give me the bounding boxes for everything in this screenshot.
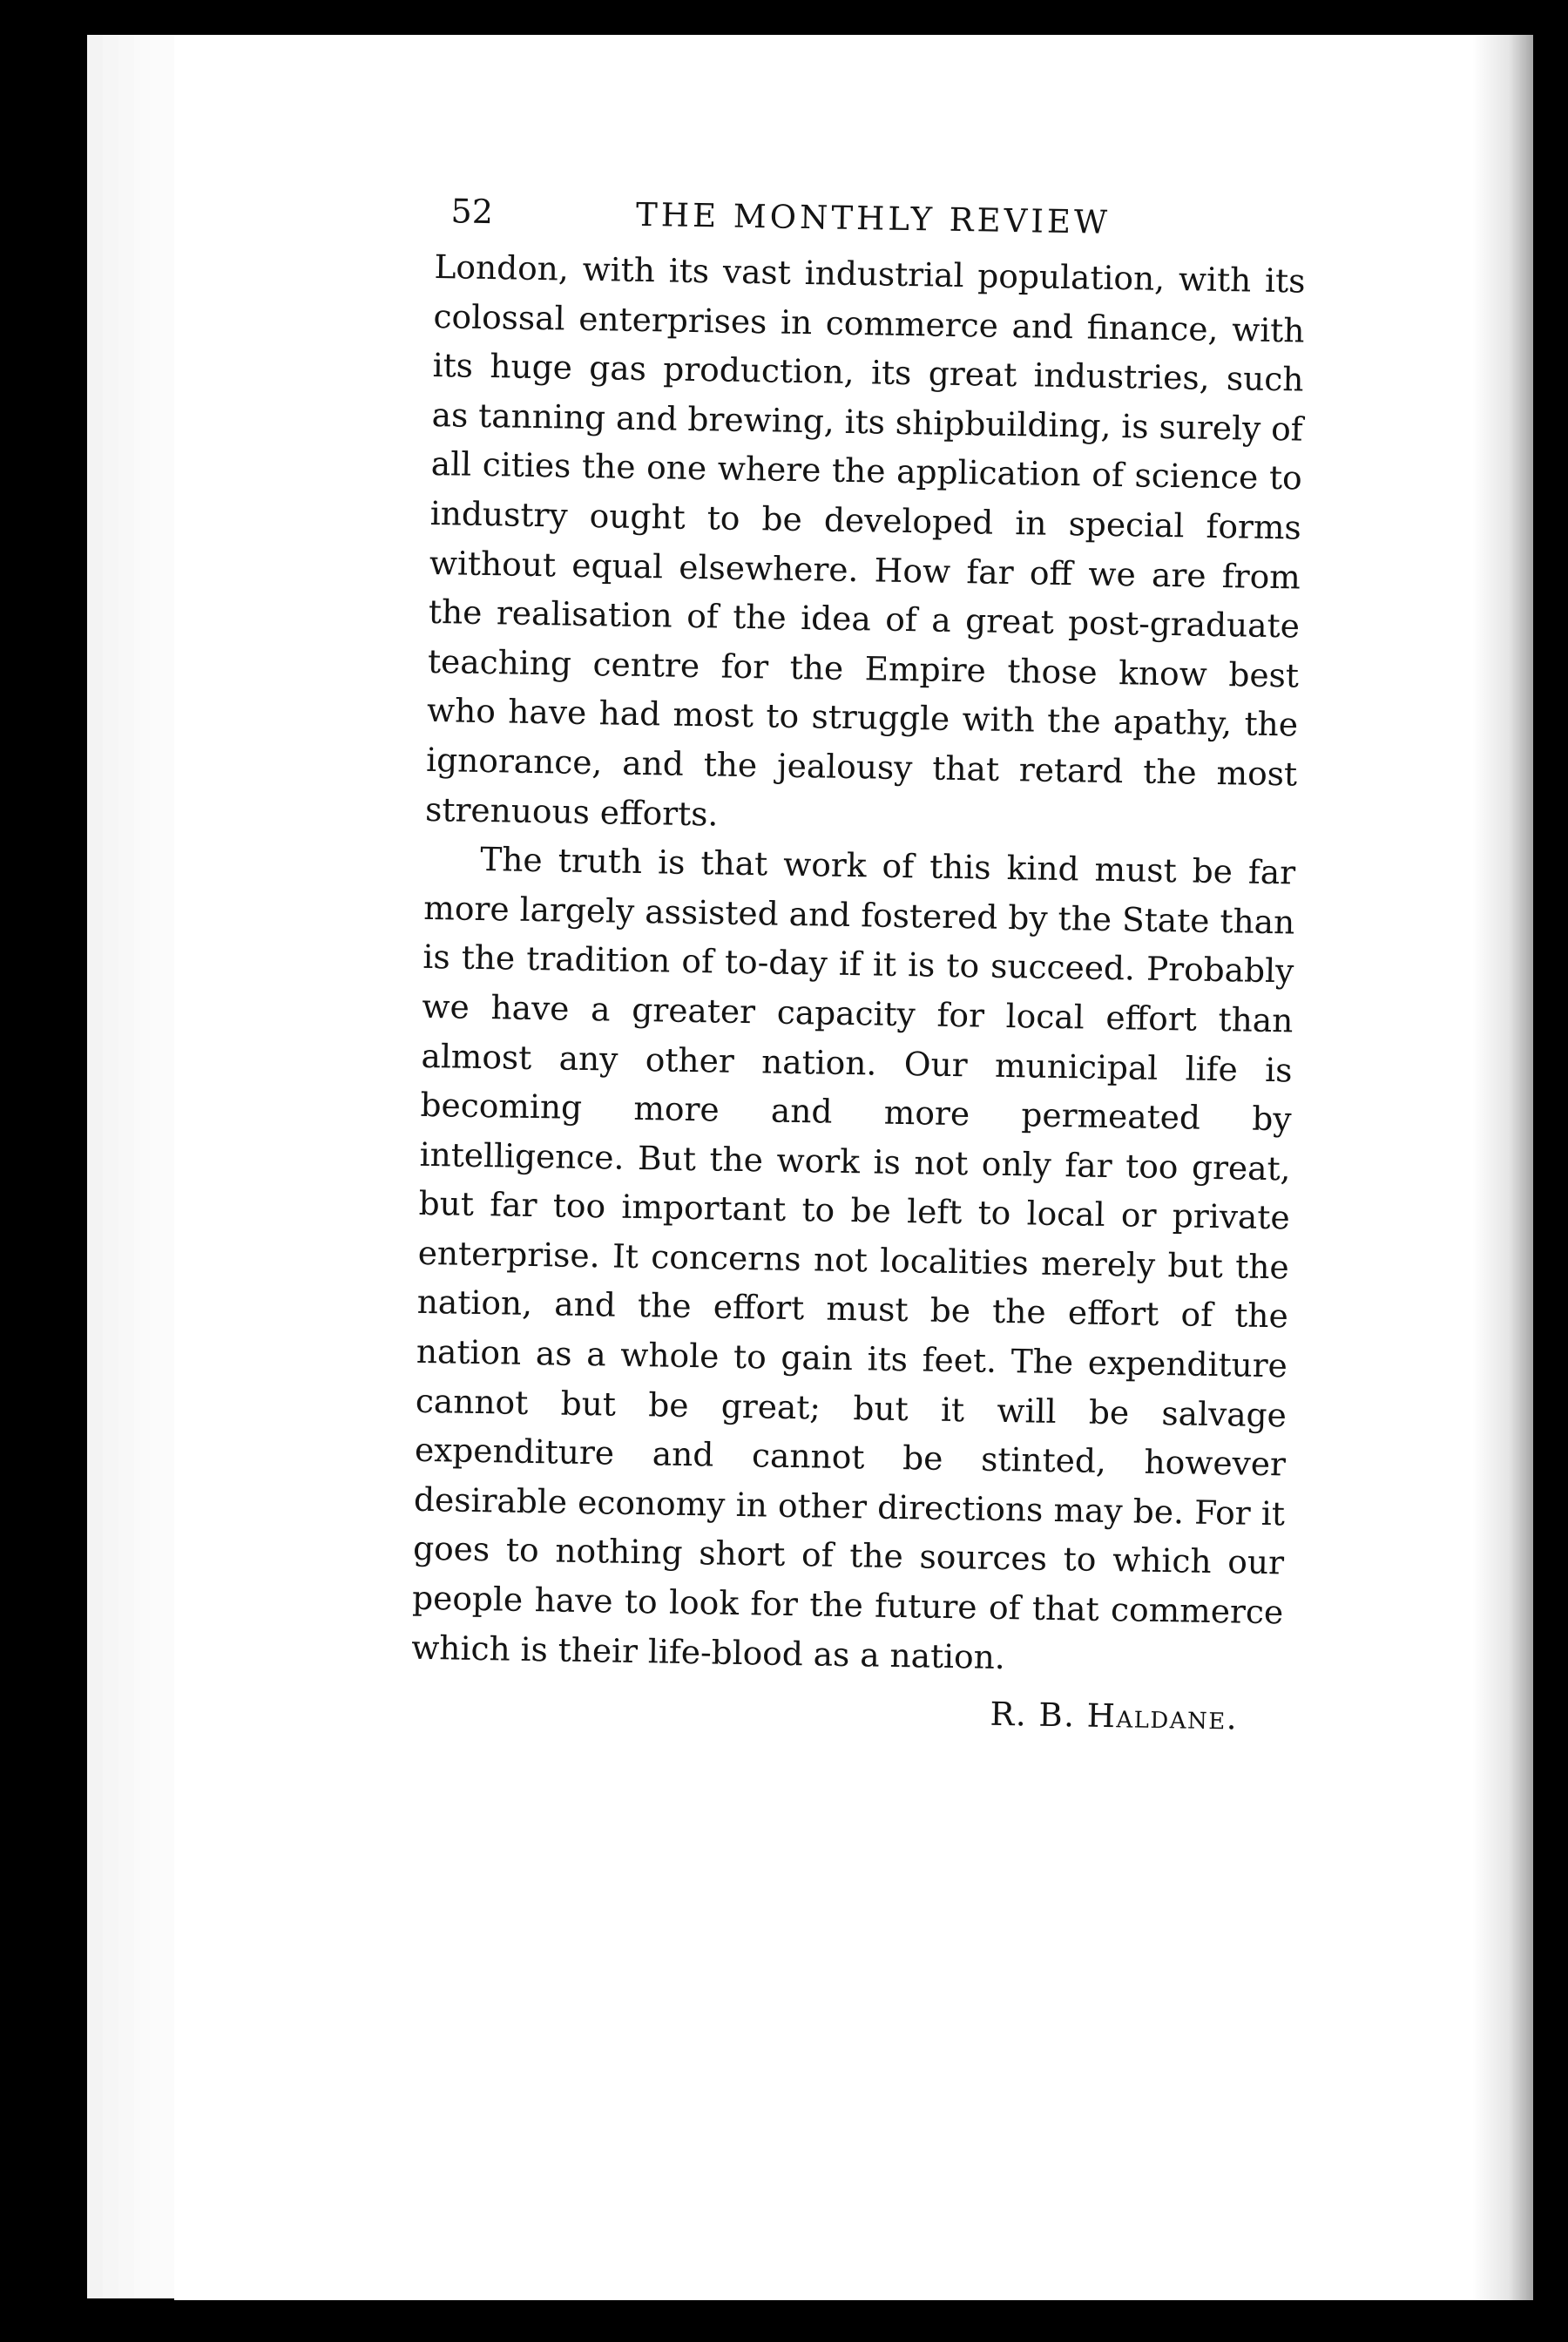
- journal-title: THE MONTHLY REVIEW: [635, 195, 1112, 241]
- text-column: [410, 192, 1307, 1738]
- paragraph-2: The truth is that work of this kind must be far more largely assisted and fostered by the State than is the tradition of to-day if it is to succeed. Probably we have a greater capacity for local effort than almost any other nation. Our municipal life is becoming more and more permeated by intelligence. But the work is not only far too great, but far too important to be left to local or private enterprise. It concerns not localities merely but the nation, and the effort must be the effort of the nation as a whole to gain its feet. The expenditure cannot but be great; but it will be salvage expenditure and cannot be stinted, however desirable economy in other directions may be. For it goes to nothing short of the sources to which our people have to look for the future of that commerce which is their life-blood as a nation.: [410, 840, 1296, 1676]
- paragraph-1: London, with its vast industrial population, with its colossal enterprises in commerce and finance, with its huge gas production, its great industries, such as tanning and brewing, its shipbuilding, is surely of all cities the one where the application of science to industry ought to be developed in special forms without equal elsewhere. How far off we are from the realisation of the idea of a great post-graduate teaching centre for the Empire those know best who have had most to struggle with the apathy, the ignorance, and the jealousy that retard the most strenuous efforts.: [424, 247, 1306, 834]
- running-head: [450, 192, 1322, 245]
- book-page: [174, 35, 1533, 2300]
- page-number: 52: [450, 192, 494, 232]
- author-signature: R. B. Haldane.: [990, 1696, 1239, 1737]
